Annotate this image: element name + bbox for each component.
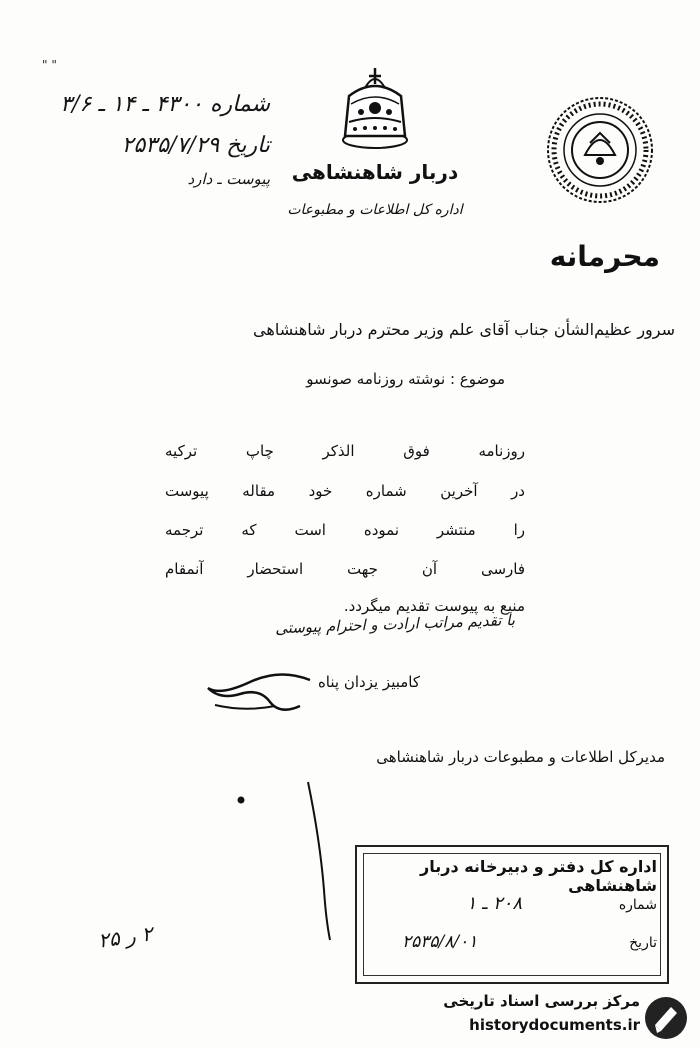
stamp-date-value: ۲۵۳۵/۸/۰۱ xyxy=(402,932,478,952)
watermark-website: historydocuments.ir xyxy=(469,1016,640,1034)
pen-stroke-mark xyxy=(300,780,340,945)
attachment-line: پیوست ـ دارد xyxy=(187,170,270,188)
classification-label: محرمانه xyxy=(549,240,660,273)
court-title: دربار شاهنشاهی xyxy=(291,160,459,184)
bottom-handwriting: ۲ ر ۲۵ xyxy=(96,921,155,953)
subject-line: موضوع : نوشته روزنامه صونسو xyxy=(306,370,505,388)
body-line: فارسی آن جهت استحضار آنمقام xyxy=(165,560,525,578)
body-line: را منتشر نموده است که ترجمه xyxy=(165,521,525,539)
letter-number: شماره ۴۳۰۰ ـ ۱۴ ـ ۳/۶ xyxy=(60,92,270,117)
stamp-number-label: شماره xyxy=(618,897,657,913)
emblem-seal-icon xyxy=(545,95,655,205)
watermark-logo-icon xyxy=(643,995,689,1041)
signer-title: مدیرکل اطلاعات و مطبوعات دربار شاهنشاهی xyxy=(376,748,665,766)
body-line: روزنامه فوق الذکر چاپ ترکیه xyxy=(165,442,525,460)
ink-dot xyxy=(236,795,246,805)
stamp-number-value: ۲۰۸ ـ ۱ xyxy=(466,893,522,914)
department-title: اداره کل اطلاعات و مطبوعات xyxy=(287,202,463,218)
body-line: منیع به پیوست تقدیم میگردد. xyxy=(343,597,525,615)
watermark-organization: مرکز بررسی اسناد تاریخی xyxy=(443,992,640,1010)
royal-crown-icon xyxy=(335,62,415,150)
registry-stamp xyxy=(355,845,669,984)
addressee-line: سرور عظیم‌الشأن جناب آقای علم وزیر محترم دربار شاهنشاهی xyxy=(253,320,675,339)
signer-name: کامبیز یزدان پناه xyxy=(317,673,420,691)
closing-handwritten-note: با تقدیم مراتب ارادت و احترام پیوستی xyxy=(274,610,516,638)
stamp-title: اداره کل دفتر و دبیرخانه دربار شاهنشاهی xyxy=(420,857,657,895)
stamp-date-label: تاریخ xyxy=(629,935,657,951)
letter-date: تاریخ ۲۵۳۵/۷/۲۹ xyxy=(121,133,270,158)
body-line: در آخرین شماره خود مقاله پیوست xyxy=(165,482,525,500)
corner-tick-marks: " " xyxy=(42,58,57,72)
